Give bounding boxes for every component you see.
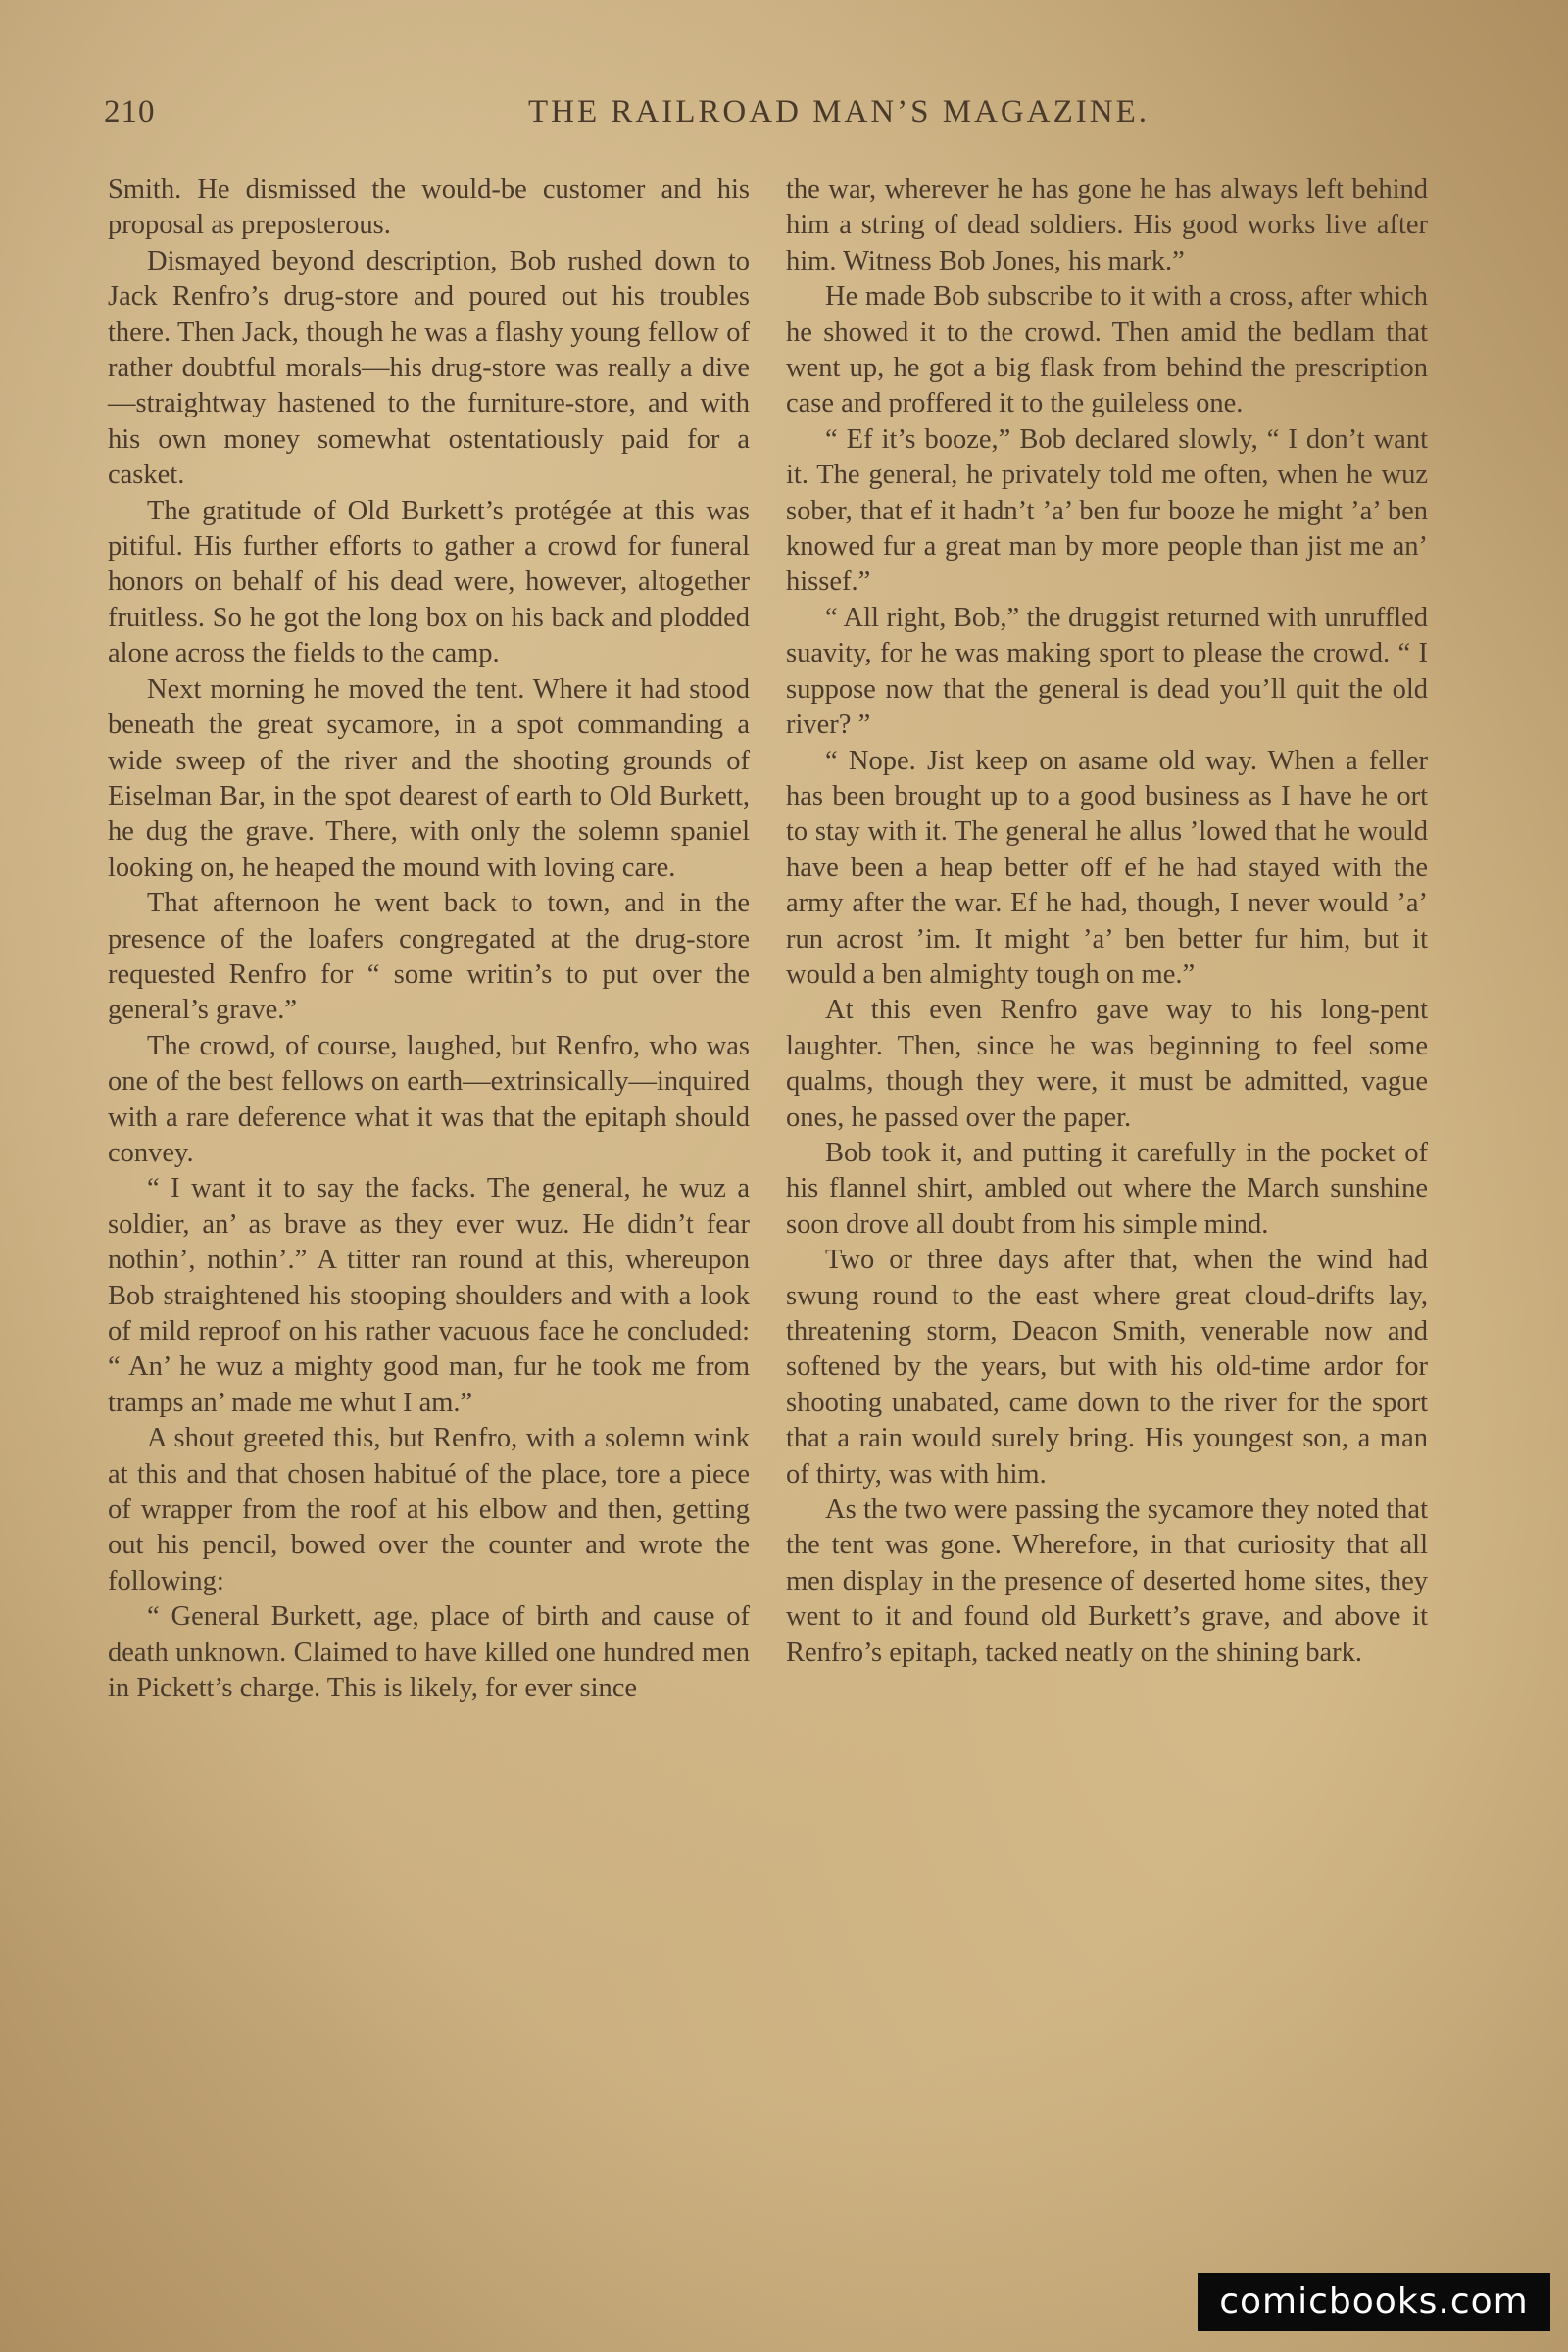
paragraph: “ Ef it’s booze,” Bob declared slowly, “ I don’t want it. The general, he privately told me often, when he wuz sober, that ef it hadn’t ’a’ ben fur booze he might ’a’ ben knowed fur a great man by more people than jist me an’ hissef.” — [786, 423, 1428, 598]
paragraph: the war, wherever he has gone he has always left behind him a string of dead soldiers. His good works live after him. Witness Bob Jones, his mark.” — [786, 174, 1428, 276]
paragraph: As the two were passing the sycamore they noted that the tent was gone. Wherefore, in that curiosity that all men display in the presence of deserted home sites, they went to it and found old Burkett’s grave, and above it Renfro’s epitaph, tacked neatly on the shining bark. — [786, 1494, 1428, 1668]
left-column — [108, 172, 750, 1706]
paragraph: He made Bob subscribe to it with a cross, after which he showed it to the crowd. Then amid the bedlam that went up, he got a big flask from behind the prescription case and proffered it to the guileless one. — [786, 281, 1428, 419]
paragraph: “ Nope. Jist keep on asame old way. When a feller has been brought up to a good business as I have he ort to stay with it. The general he allus ’lowed that he would have been a heap better off ef he had stayed with the army after the war. Ef he had, though, I never would ’a’ run acrost ’im. It might ’a’ ben better fur him, but it would a ben almighty tough on me.” — [786, 745, 1428, 990]
paragraph: The gratitude of Old Burkett’s protégée at this was pitiful. His further efforts to gather a crowd for funeral honors on behalf of his dead were, however, altogether fruitless. So he got the long box on his back and plodded alone across the fields to the camp. — [108, 495, 750, 669]
paragraph: “ General Burkett, age, place of birth and cause of death unknown. Claimed to have killed one hundred men in Pickett’s charge. This is likely, for ever since — [108, 1601, 750, 1704]
paragraph: At this even Renfro gave way to his long-pent laughter. Then, since he was beginning to feel some qualms, though they were, it must be admitted, vague ones, he passed over the paper. — [786, 995, 1428, 1133]
paragraph: Next morning he moved the tent. Where it had stood beneath the great sycamore, in a spot commanding a wide sweep of the river and the shooting grounds of Eiselman Bar, in the spot dearest of earth to Old Burkett, he dug the grave. There, with only the solemn spaniel looking on, he heaped the mound with loving care. — [108, 673, 750, 883]
paragraph: “ I want it to say the facks. The general, he wuz a soldier, an’ as brave as they ever wuz. He didn’t fear nothin’, nothin’.” A titter ran round at this, whereupon Bob straightened his stooping shoulders and with a look of mild reproof on his rather vacuous face he concluded: “ An’ he wuz a mighty good man, fur he took me from tramps an’ made me whut I am.” — [108, 1173, 750, 1418]
site-watermark: comicbooks.com — [1198, 2273, 1550, 2331]
running-title: THE RAILROAD MAN’S MAGAZINE. — [528, 94, 1150, 129]
paragraph: A shout greeted this, but Renfro, with a solemn wink at this and that chosen habitué of the place, tore a piece of wrapper from the roof at his elbow and then, getting out his pencil, bowed over the counter and wrote the following: — [108, 1423, 750, 1596]
paragraph: “ All right, Bob,” the druggist returned with unruffled suavity, for he was making sport to please the crowd. “ I suppose now that the general is dead you’ll quit the old river? ” — [786, 602, 1428, 741]
page-number: 210 — [104, 94, 156, 129]
paragraph: Two or three days after that, when the wind had swung round to the east where great cloud-drifts lay, threatening storm, Deacon Smith, venerable now and softened by the years, but with his old-time ardor for shooting unabated, came down to the river for the sport that a rain would surely bring. His youngest son, a man of thirty, was with him. — [786, 1245, 1428, 1490]
right-column — [786, 172, 1428, 1671]
page-header — [104, 94, 1456, 143]
paragraph: Bob took it, and putting it carefully in the pocket of his flannel shirt, ambled out where the March sunshine soon drove all doubt from his simple mind. — [786, 1137, 1428, 1240]
paragraph: That afternoon he went back to town, and in the presence of the loafers congregated at the drug-store requested Renfro for “ some writin’s to put over the general’s grave.” — [108, 888, 750, 1026]
paragraph: The crowd, of course, laughed, but Renfro, who was one of the best fellows on earth—extrinsically—inquired with a rare deference what it was that the epitaph should convey. — [108, 1030, 750, 1168]
paragraph: Dismayed beyond description, Bob rushed down to Jack Renfro’s drug-store and poured out his troubles there. Then Jack, though he was a flashy young fellow of rather doubtful morals—his drug-store was really a dive—straightway hastened to the furniture-store, and with his own money somewhat ostentatiously paid for a casket. — [108, 245, 750, 491]
paragraph: Smith. He dismissed the would-be customer and his proposal as preposterous. — [108, 174, 750, 241]
